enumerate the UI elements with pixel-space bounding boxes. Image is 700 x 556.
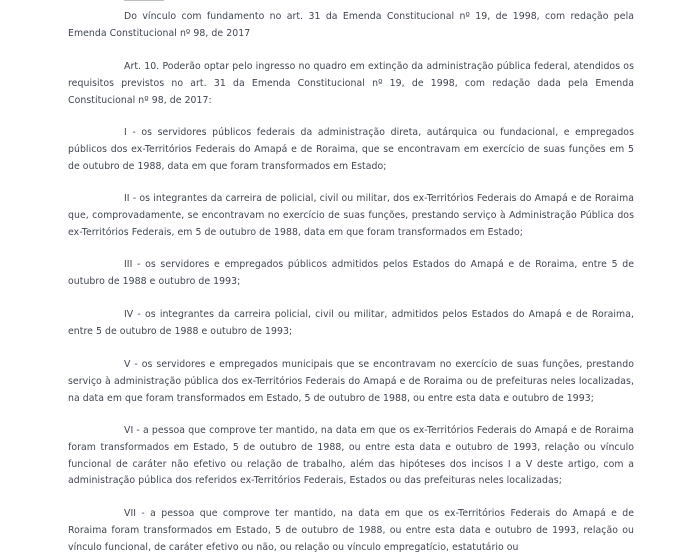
paragraph-art-10 — [68, 59, 634, 109]
paragraph-inciso-vii — [68, 506, 634, 556]
paragraph-text: VI - a pessoa que comprove ter mantido, na data em que os ex-Territórios Federais do Amapá e de Roraima foram transformados em Estado, 5 de outubro de 1988, ou entre esta data e outubro de 1993, relação ou vínculo funcional de caráter não efetivo ou relação de trabalho, além das hipóteses dos incisos I a V deste artigo, com a administração pública dos referidos ex-Territórios Federais, Estados ou das prefeituras neles localizadas; — [68, 425, 634, 487]
paragraph-inciso-i — [68, 125, 634, 175]
paragraph-text: V - os servidores e empregados municipais que se encontravam no exercício de suas funções, prestando serviço à administração pública dos ex-Territórios Federais do Amapá e de Roraima ou de prefeituras neles localizadas, na data em que foram transformados em Estado, 5 de outubro de 1988, ou entre esta data e outubro de 1993; — [68, 359, 634, 404]
paragraph-text: II - os integrantes da carreira de policial, civil ou militar, dos ex-Territórios Federais do Amapá e de Roraima que, comprovadamente, se encontravam no exercício de suas funções, prestando serviço à Administração Pública dos ex-Territórios Federais, em 5 de outubro de 1988, data em que foram transformados em Estado; — [68, 193, 634, 238]
clipped-text-fragment — [124, 0, 164, 1]
paragraph-inciso-vi — [68, 423, 634, 490]
paragraph-text: I - os servidores públicos federais da administração direta, autárquica ou fundacional, e empregados públicos dos ex-Territórios Federais do Amapá e de Roraima, que se encontravam em exercício de suas funções em 5 de outubro de 1988, data em que foram transformados em Estado; — [68, 127, 634, 172]
paragraph-text: Art. 10. Poderão optar pelo ingresso no quadro em extinção da administração pública federal, atendidos os requisitos previstos no art. 31 da Emenda Constitucional nº 19, de 1998, com redação dada pela Emenda Constitucional nº 98, de 2017: — [68, 61, 634, 106]
paragraph-text: III - os servidores e empregados públicos admitidos pelos Estados do Amapá e de Roraima, entre 5 de outubro de 1988 e outubro de 1993; — [68, 259, 634, 287]
paragraph-text: IV - os integrantes da carreira policial, civil ou militar, admitidos pelos Estados do Amapá e de Roraima, entre 5 de outubro de 1988 e outubro de 1993; — [68, 309, 634, 337]
paragraph-vinculo-heading — [68, 9, 634, 43]
paragraph-inciso-iii — [68, 257, 634, 291]
paragraph-inciso-iv — [68, 307, 634, 341]
paragraph-inciso-ii — [68, 191, 634, 241]
paragraph-text: VII - a pessoa que comprove ter mantido, na data em que os ex-Territórios Federais do Amapá e de Roraima foram transformados em Estado, 5 de outubro de 1988, ou entre esta data e outubro de 1993, relação ou vínculo funcional, de caráter efetivo ou não, ou relação ou vínculo empregatício, estatutário ou — [68, 508, 634, 553]
paragraph-inciso-v — [68, 357, 634, 407]
paragraph-text: Do vínculo com fundamento no art. 31 da Emenda Constitucional nº 19, de 1998, com redação pela Emenda Constitucional nº 98, de 2017 — [68, 11, 634, 39]
